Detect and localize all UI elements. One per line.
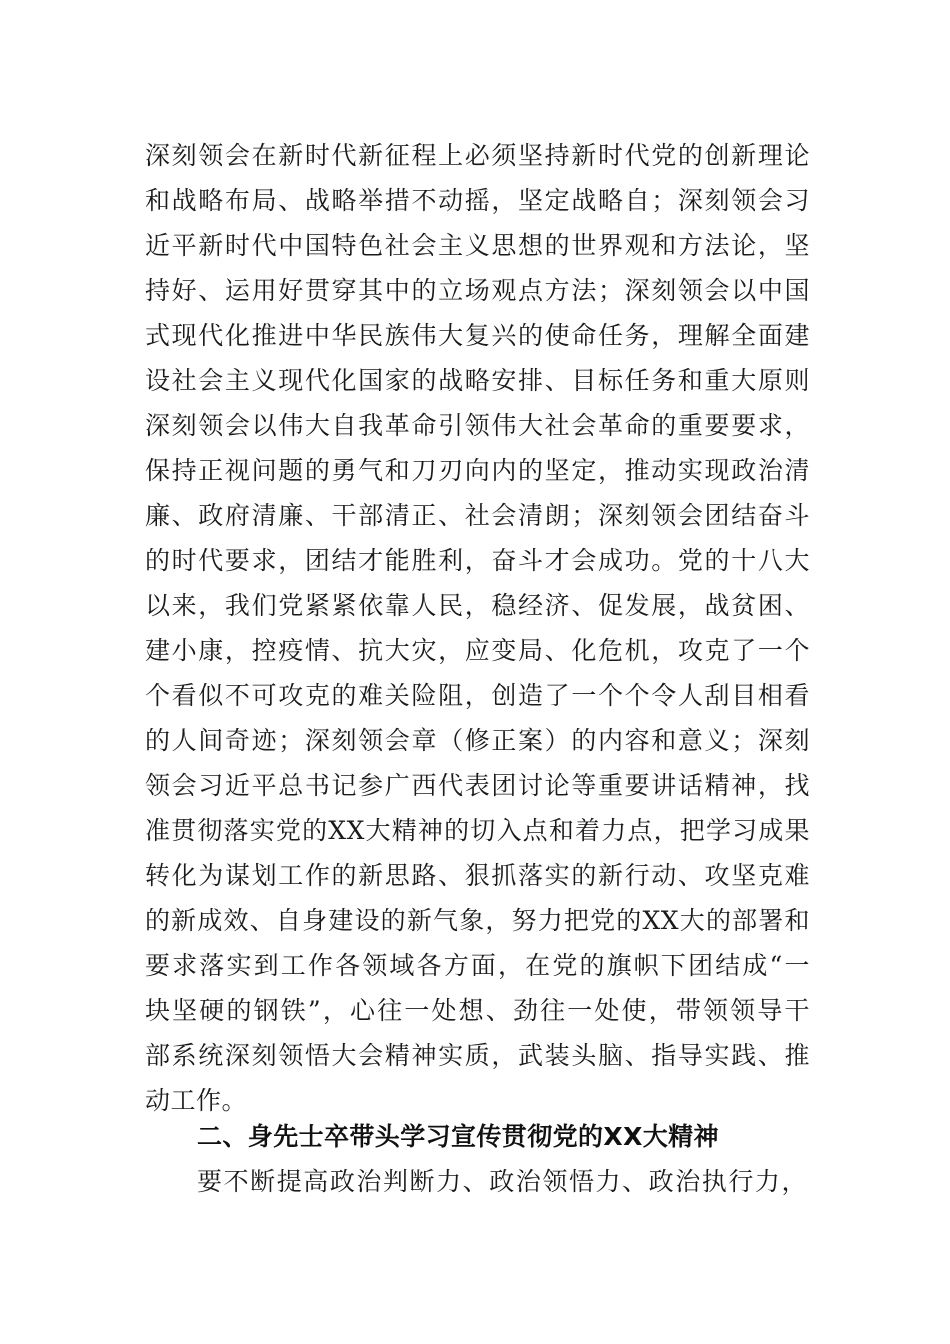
- text-line: 的时代要求，团结才能胜利，奋斗才会成功。党的十八大: [145, 546, 810, 575]
- text-line: 部系统深刻领悟大会精神实质，武装头脑、指导实践、推: [145, 1041, 810, 1070]
- text-line: 式现代化推进中华民族伟大复兴的使命任务，理解全面建: [145, 321, 810, 350]
- section-heading: 二、身先士卒带头学习宣传贯彻党的XX大精神: [197, 1122, 719, 1151]
- text-line: 和战略布局、战略举措不动摇，坚定战略自；深刻领会习: [145, 186, 810, 215]
- text-line: 的人间奇迹；深刻领会章（修正案）的内容和意义；深刻: [145, 726, 810, 755]
- text-line: 深刻领会在新时代新征程上必须坚持新时代党的创新理论: [145, 141, 810, 170]
- text-line: 的新成效、自身建设的新气象，努力把党的XX大的部署和: [145, 906, 810, 935]
- text-line: 近平新时代中国特色社会主义思想的世界观和方法论，坚: [145, 231, 810, 260]
- text-line: 以来，我们党紧紧依靠人民，稳经济、促发展，战贫困、: [145, 591, 810, 620]
- text-line: 转化为谋划工作的新思路、狠抓落实的新行动、攻坚克难: [145, 861, 810, 890]
- text-line: 保持正视问题的勇气和刀刃向内的坚定，推动实现政治清: [145, 456, 810, 485]
- text-line: 设社会主义现代化国家的战略安排、目标任务和重大原则: [145, 366, 810, 395]
- text-line: 块坚硬的钢铁”，心往一处想、劲往一处使，带领领导干: [145, 996, 810, 1025]
- text-line: 个看似不可攻克的难关险阻，创造了一个个令人刮目相看: [145, 681, 810, 710]
- text-line: 持好、运用好贯穿其中的立场观点方法；深刻领会以中国: [145, 276, 810, 305]
- text-line: 领会习近平总书记参广西代表团讨论等重要讲话精神，找: [145, 771, 810, 800]
- paragraph-2-first-line: 要不断提高政治判断力、政治领悟力、政治执行力，: [197, 1167, 807, 1196]
- text-line: 廉、政府清廉、干部清正、社会清朗；深刻领会团结奋斗: [145, 501, 810, 530]
- text-line: 动工作。: [145, 1086, 248, 1115]
- paragraph-1: [145, 133, 810, 1123]
- text-line: 要求落实到工作各领域各方面，在党的旗帜下团结成“一: [145, 951, 810, 980]
- text-line: 深刻领会以伟大自我革命引领伟大社会革命的重要要求，: [145, 411, 810, 440]
- text-line: 建小康，控疫情、抗大灾，应变局、化危机，攻克了一个: [145, 636, 810, 665]
- text-line: 准贯彻落实党的XX大精神的切入点和着力点，把学习成果: [145, 816, 810, 845]
